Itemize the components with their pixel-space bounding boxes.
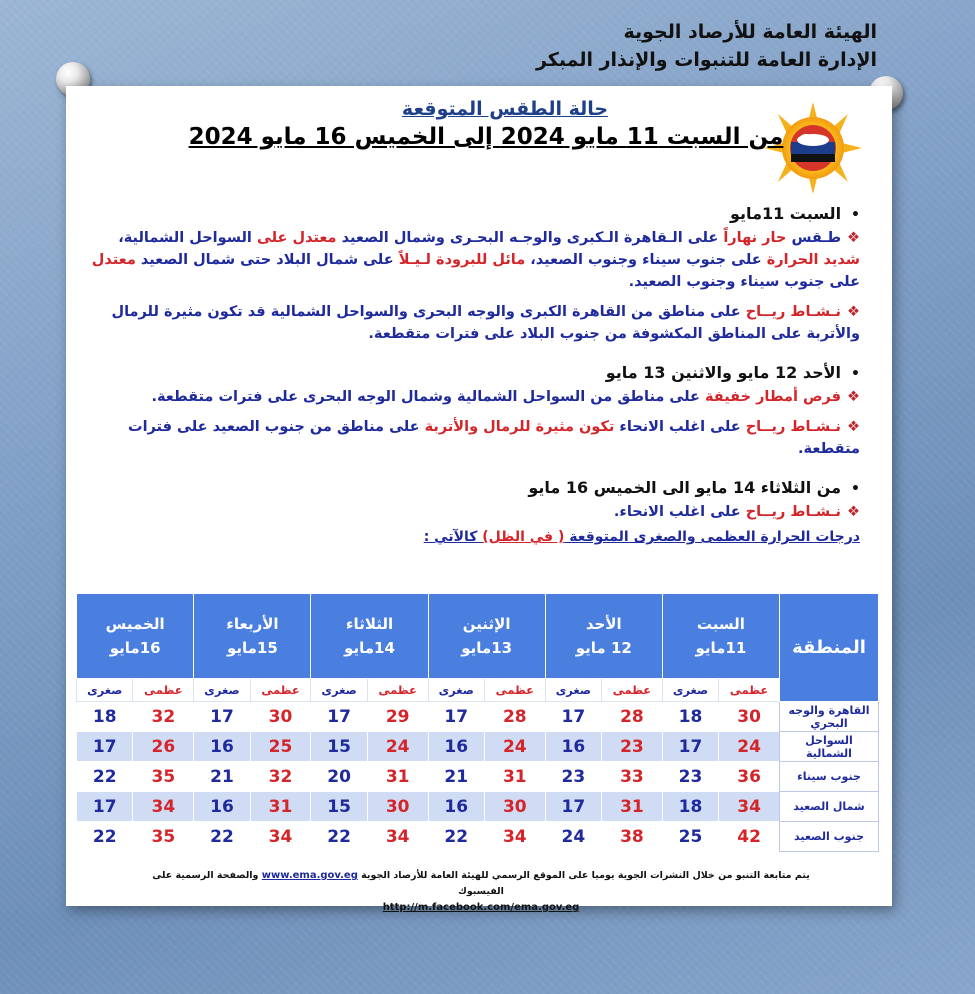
bulletin-date-range: من السبت 11 مايو 2024 إلى الخميس 16 مايو 2024 (188, 124, 784, 150)
region-name: جنوب سيناء (780, 762, 879, 792)
max-temp: 30 (484, 792, 545, 822)
min-label: صغرى (428, 679, 484, 702)
max-temp: 35 (133, 762, 194, 792)
min-temp: 17 (428, 702, 484, 732)
max-label: عظمى (602, 679, 663, 702)
bulletin-paper (66, 86, 892, 913)
day-header: الإثنين 13مايو (428, 594, 545, 679)
max-temp: 28 (484, 702, 545, 732)
min-temp: 16 (428, 732, 484, 762)
footer: يتم متابعة التنبو من خلال النشرات الجوية يوميا على الموقع الرسمي للهيئة العامة للأرصاد الجوية www.ema.gov.eg والصفحة الرسمية على الفيسبوك http://m.facebook.com/ema.gov.eg (152, 870, 810, 913)
table-row (77, 732, 879, 762)
max-temp: 24 (484, 732, 545, 762)
min-temp: 22 (428, 822, 484, 852)
max-temp: 35 (133, 822, 194, 852)
max-temp: 31 (484, 762, 545, 792)
min-label: صغرى (194, 679, 250, 702)
max-temp: 30 (250, 702, 311, 732)
min-label: صغرى (311, 679, 367, 702)
min-temp: 22 (194, 822, 250, 852)
min-temp: 21 (194, 762, 250, 792)
day2-heading: •الأحد 12 مايو والاثنين 13 مايو (605, 363, 860, 382)
facebook-link[interactable]: http://m.facebook.com/ema.gov.eg (382, 902, 580, 913)
max-temp: 23 (602, 732, 663, 762)
min-temp: 22 (311, 822, 367, 852)
table-row (77, 822, 879, 852)
table-row (77, 762, 879, 792)
max-temp: 32 (133, 702, 194, 732)
min-temp: 17 (545, 702, 601, 732)
min-temp: 21 (428, 762, 484, 792)
day-header: السبت 11مايو (662, 594, 779, 679)
max-temp: 32 (250, 762, 311, 792)
temperature-table (76, 593, 879, 852)
min-temp: 16 (194, 732, 250, 762)
max-temp: 30 (367, 792, 428, 822)
max-temp: 25 (250, 732, 311, 762)
max-temp: 36 (719, 762, 780, 792)
max-label: عظمى (133, 679, 194, 702)
min-temp: 16 (545, 732, 601, 762)
region-header: المنطقة (780, 594, 879, 702)
min-temp: 23 (545, 762, 601, 792)
max-label: عظمى (484, 679, 545, 702)
min-temp: 18 (662, 702, 718, 732)
max-label: عظمى (250, 679, 311, 702)
min-temp: 18 (77, 702, 133, 732)
max-temp: 31 (367, 762, 428, 792)
max-temp: 28 (602, 702, 663, 732)
max-temp: 30 (719, 702, 780, 732)
min-label: صغرى (662, 679, 718, 702)
max-temp: 38 (602, 822, 663, 852)
website-link[interactable]: www.ema.gov.eg (261, 870, 358, 881)
min-temp: 17 (311, 702, 367, 732)
day-header: الأربعاء 15مايو (194, 594, 311, 679)
agency-name: الهيئة العامة للأرصاد الجوية (623, 21, 877, 43)
day1-item-wind: ❖نـشـاط ريــاح على مناطق من القاهرة الكبرى والوجه البحرى والسواحل الشمالية قد تكون مثيرة للرمال والأتربة على المناطق المكشوفة من جنوب البلاد على فترات متقطعة. (111, 304, 860, 342)
min-temp: 24 (545, 822, 601, 852)
table-body (77, 702, 879, 852)
table-row (77, 792, 879, 822)
min-temp: 17 (194, 702, 250, 732)
max-temp: 34 (367, 822, 428, 852)
day3-item-wind: ❖نـشـاط ريــاح على اغلب الانحاء. (613, 504, 860, 520)
min-temp: 15 (311, 732, 367, 762)
bulletin-title: حالة الطقس المتوقعة (401, 98, 609, 120)
min-temp: 17 (77, 732, 133, 762)
max-temp: 24 (719, 732, 780, 762)
day1-item-temperature: ❖طـقس حار نهاراً على الـقاهرة الـكبرى والوجـه البحـرى وشمال الصعيد معتدل على السواحل الشمالية، شديد الحرارة على جنوب سيناء وجنوب الصعيد، مائل للبرودة لـيـلاً على شمال البلاد حتى شمال الصعيد معتدل على جنوب سيناء وجنوب الصعيد. (91, 230, 860, 290)
table-intro: درجات الحرارة العظمى والصغرى المتوقعة ( في الظل) كالآتي : (423, 529, 860, 545)
max-temp: 34 (133, 792, 194, 822)
min-label: صغرى (545, 679, 601, 702)
min-temp: 15 (311, 792, 367, 822)
max-temp: 31 (250, 792, 311, 822)
max-temp: 34 (484, 822, 545, 852)
min-temp: 23 (662, 762, 718, 792)
min-temp: 18 (662, 792, 718, 822)
max-label: عظمى (719, 679, 780, 702)
max-temp: 42 (719, 822, 780, 852)
table-row (77, 702, 879, 732)
day-header: الأحد 12 مايو (545, 594, 662, 679)
max-temp: 34 (719, 792, 780, 822)
min-temp: 20 (311, 762, 367, 792)
max-temp: 24 (367, 732, 428, 762)
subheader-row (77, 679, 879, 702)
day-header: الخميس 16مايو (77, 594, 194, 679)
max-temp: 26 (133, 732, 194, 762)
agency-header (536, 18, 877, 74)
min-temp: 17 (662, 732, 718, 762)
forecast-content (80, 204, 860, 545)
day3-heading: •من الثلاثاء 14 مايو الى الخميس 16 مايو (528, 478, 860, 497)
day2-item-wind: ❖نـشـاط ريــاح على اغلب الانحاء تكون مثيرة للرمال والأتربة على مناطق من جنوب الصعيد على فترات متقطعة. (128, 419, 860, 457)
day-header: الثلاثاء 14مايو (311, 594, 428, 679)
min-temp: 17 (77, 792, 133, 822)
max-temp: 31 (602, 792, 663, 822)
department-name: الإدارة العامة للتنبوات والإنذار المبكر (535, 49, 877, 71)
min-label: صغرى (77, 679, 133, 702)
max-temp: 29 (367, 702, 428, 732)
min-temp: 16 (428, 792, 484, 822)
region-name: القاهرة والوجه البحري (780, 702, 879, 732)
region-name: السواحل الشمالية (780, 732, 879, 762)
max-temp: 34 (250, 822, 311, 852)
max-temp: 33 (602, 762, 663, 792)
region-name: شمال الصعيد (780, 792, 879, 822)
min-temp: 25 (662, 822, 718, 852)
max-label: عظمى (367, 679, 428, 702)
day1-heading: •السبت 11مايو (730, 204, 860, 223)
min-temp: 17 (545, 792, 601, 822)
day2-item-rain: ❖فرص أمطار خفيفة على مناطق من السواحل الشمالية وشمال الوجه البحرى على فترات متقطعة. (151, 389, 860, 405)
min-temp: 22 (77, 822, 133, 852)
min-temp: 22 (77, 762, 133, 792)
region-name: جنوب الصعيد (780, 822, 879, 852)
min-temp: 16 (194, 792, 250, 822)
